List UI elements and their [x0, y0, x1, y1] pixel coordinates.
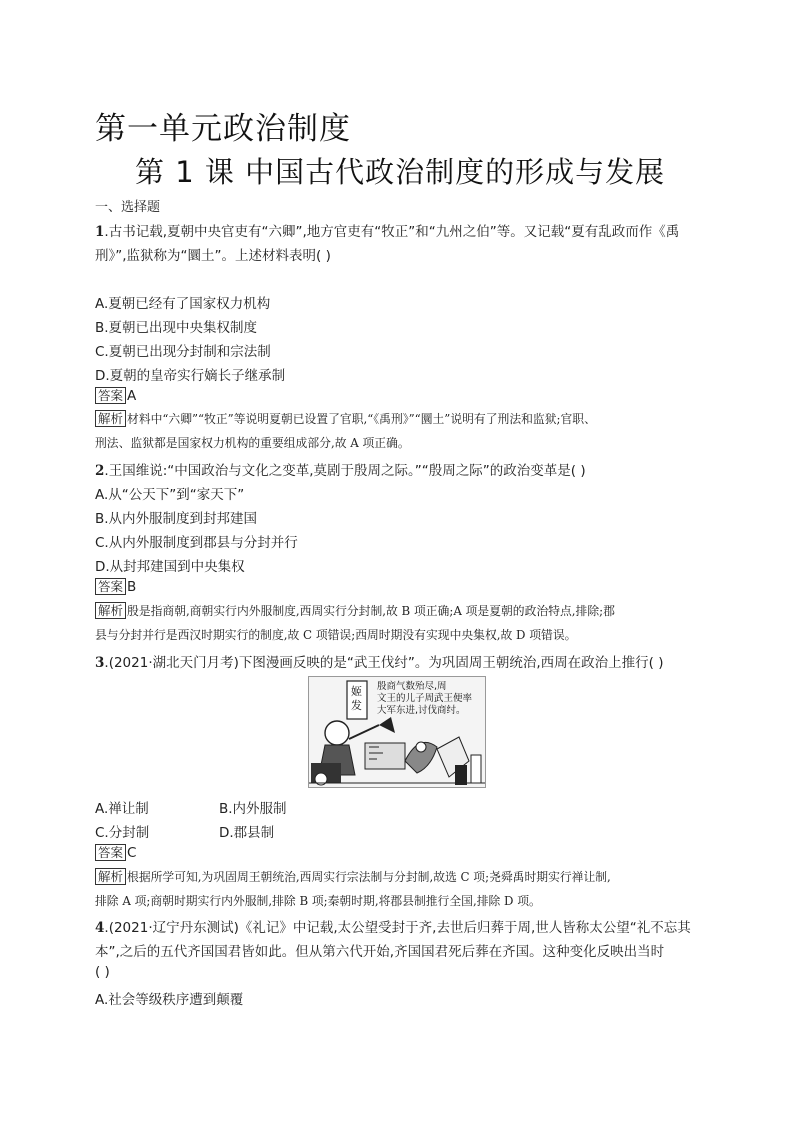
question-3-explanation-line-2: 排除 A 项;商朝时期实行内外服制,排除 B 项;秦朝时期,将郡县制推行全国,排除 D 项。 [95, 894, 541, 908]
section-heading: 一、选择题 [95, 200, 161, 215]
explain-label: 解析 [95, 410, 126, 427]
question-2-option-d: D.从封邦建国到中央集权 [95, 559, 245, 575]
question-3-option-d: D.郡县制 [219, 825, 275, 841]
unit-title: 第一单元政治制度 [95, 111, 351, 147]
question-3-explanation-line-1: 解析 根据所学可知,为巩固周王朝统治,西周实行宗法制与分封制,故选 C 项;尧舜禹时期实行禅让制, [95, 868, 611, 885]
question-1-explanation-line-1: 解析 材料中“六卿”“牧正”等说明夏朝已设置了官职,“《禹刑》”“圜土”说明有了刑法和监狱;官职、 [95, 410, 596, 427]
question-1-answer: 答案 A [95, 387, 136, 404]
question-1-option-a: A.夏朝已经有了国家权力机构 [95, 296, 271, 312]
question-4-option-a: A.社会等级秩序遭到颠覆 [95, 992, 244, 1008]
question-2-option-c: C.从内外服制度到郡县与分封并行 [95, 535, 298, 551]
explain-label: 解析 [95, 868, 126, 885]
cartoon-caption: 殷商气数殆尽,周 文王的儿子周武王便率 大军东进,讨伐商纣。 [377, 681, 473, 716]
question-3-answer: 答案 C [95, 844, 136, 861]
answer-label: 答案 [95, 387, 126, 404]
question-2-answer: 答案 B [95, 578, 136, 595]
question-2-stem: 2.王国维说:“中国政治与文化之变革,莫剧于殷周之际。”“殷周之际”的政治变革是( ) [95, 463, 586, 479]
question-2-explanation-line-1: 解析 殷是指商朝,商朝实行内外服制度,西周实行分封制,故 B 项正确;A 项是夏朝的政治特点,排除;郡 [95, 602, 615, 619]
question-number: 4 [95, 920, 105, 936]
question-1-option-b: B.夏朝已出现中央集权制度 [95, 320, 258, 336]
question-number: 1 [95, 224, 105, 240]
question-4-stem-line-3: ( ) [95, 964, 110, 980]
question-3-option-a: A.禅让制 [95, 801, 149, 817]
cartoon-name-tag: 姬发 [351, 685, 362, 712]
question-2-explanation-line-2: 县与分封并行是西汉时期实行的制度,故 C 项错误;西周时期没有实现中央集权,故 D 项错误。 [95, 628, 577, 642]
cartoon-image [308, 676, 486, 788]
question-4-stem-line-1: 4.(2021·辽宁丹东测试)《礼记》中记载,太公望受封于齐,去世后归葬于周,世人皆称太公望“礼不忘其 [95, 920, 691, 936]
question-number: 2 [95, 463, 105, 479]
question-1-option-c: C.夏朝已出现分封制和宗法制 [95, 344, 271, 360]
question-number: 3 [95, 655, 105, 671]
question-1-stem-line-2: 刑》”,监狱称为“圜土”。上述材料表明( ) [95, 248, 331, 264]
question-3-stem: 3.(2021·湖北天门月考)下图漫画反映的是“武王伐纣”。为巩固周王朝统治,西周在政治上推行( ) [95, 655, 664, 671]
question-2-option-a: A.从“公天下”到“家天下” [95, 487, 245, 503]
question-1-stem-line-1: 1.古书记载,夏朝中央官吏有“六卿”,地方官吏有“牧正”和“九州之伯”等。又记载“夏有乱政而作《禹 [95, 224, 680, 240]
answer-label: 答案 [95, 578, 126, 595]
explain-label: 解析 [95, 602, 126, 619]
question-1-explanation-line-2: 刑法、监狱都是国家权力机构的重要组成部分,故 A 项正确。 [95, 436, 410, 450]
question-4-stem-line-2: 本”,之后的五代齐国国君皆如此。但从第六代开始,齐国国君死后葬在齐国。这种变化反映出当时 [95, 944, 665, 960]
answer-label: 答案 [95, 844, 126, 861]
question-1-option-d: D.夏朝的皇帝实行嫡长子继承制 [95, 368, 286, 384]
lesson-title: 第 1 课 中国古代政治制度的形成与发展 [135, 155, 666, 189]
question-3-option-c: C.分封制 [95, 825, 150, 841]
question-3-option-b: B.内外服制 [219, 801, 287, 817]
question-2-option-b: B.从内外服制度到封邦建国 [95, 511, 258, 527]
